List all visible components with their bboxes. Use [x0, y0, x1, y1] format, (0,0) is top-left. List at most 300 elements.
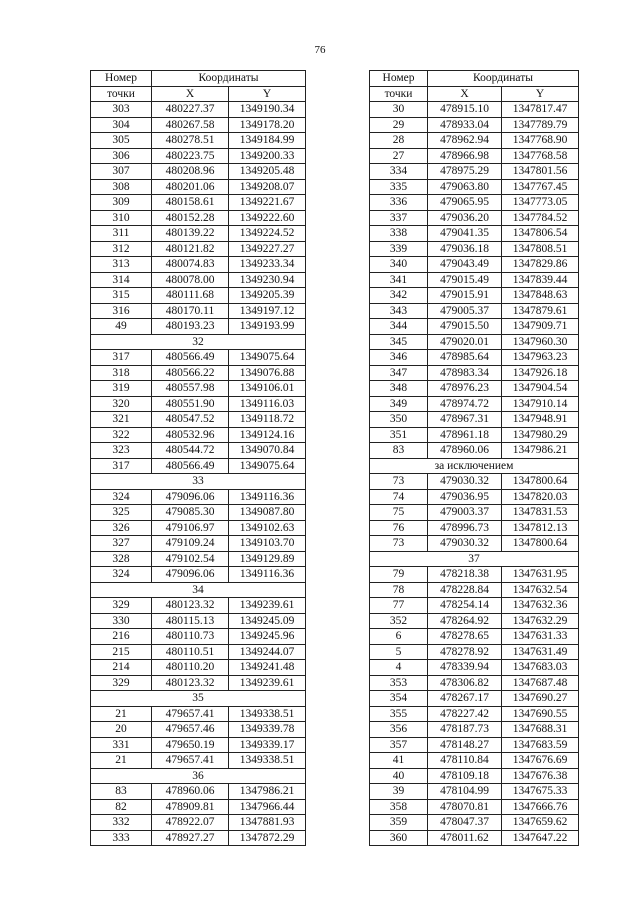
coord-y: 1347839.44 [502, 272, 579, 288]
point-number: 330 [91, 613, 152, 629]
coord-x: 479015.50 [428, 319, 502, 335]
point-number: 312 [91, 241, 152, 257]
table-row [91, 133, 306, 149]
table-row [91, 489, 306, 505]
coord-y: 1347948.91 [502, 412, 579, 428]
coord-y: 1349339.17 [229, 737, 306, 753]
point-number: 77 [370, 598, 428, 614]
point-number: 74 [370, 489, 428, 505]
coord-x: 480557.98 [152, 381, 229, 397]
coord-x: 478961.18 [428, 427, 502, 443]
coord-x: 479065.95 [428, 195, 502, 211]
table-row [370, 443, 579, 459]
point-number: 40 [370, 768, 428, 784]
coord-y: 1347966.44 [229, 799, 306, 815]
coord-x: 478011.62 [428, 830, 502, 846]
point-number: 214 [91, 660, 152, 676]
point-number: 332 [91, 815, 152, 831]
point-number: 83 [370, 443, 428, 459]
point-number: 349 [370, 396, 428, 412]
coord-x: 479109.24 [152, 536, 229, 552]
table-row [370, 195, 579, 211]
coord-x: 479036.18 [428, 241, 502, 257]
coord-x: 478915.10 [428, 102, 502, 118]
coordinates-table-right [369, 70, 579, 846]
coord-y: 1347808.51 [502, 241, 579, 257]
table-row [370, 706, 579, 722]
coord-x: 479003.37 [428, 505, 502, 521]
table-row [370, 753, 579, 769]
table-row [370, 691, 579, 707]
table-body-left [91, 102, 306, 846]
point-number: 358 [370, 799, 428, 815]
coord-y: 1347676.69 [502, 753, 579, 769]
coord-x: 479036.20 [428, 210, 502, 226]
point-number: 314 [91, 272, 152, 288]
coord-y: 1349070.84 [229, 443, 306, 459]
point-number: 335 [370, 179, 428, 195]
coord-x: 478960.06 [428, 443, 502, 459]
point-number: 336 [370, 195, 428, 211]
header-y: Y [229, 86, 306, 102]
table-row [370, 412, 579, 428]
point-number: 29 [370, 117, 428, 133]
point-number: 41 [370, 753, 428, 769]
point-number: 360 [370, 830, 428, 846]
point-number: 305 [91, 133, 152, 149]
point-number: 326 [91, 520, 152, 536]
coord-y: 1347801.56 [502, 164, 579, 180]
coord-x: 478228.84 [428, 582, 502, 598]
coord-x: 480111.68 [152, 288, 229, 304]
coord-x: 479657.46 [152, 722, 229, 738]
coord-y: 1347767.45 [502, 179, 579, 195]
table-row [370, 303, 579, 319]
table-row [91, 613, 306, 629]
point-number: 215 [91, 644, 152, 660]
point-number: 79 [370, 567, 428, 583]
point-number: 340 [370, 257, 428, 273]
coord-x: 480208.96 [152, 164, 229, 180]
coord-x: 480193.23 [152, 319, 229, 335]
coord-y: 1347963.23 [502, 350, 579, 366]
coord-y: 1349129.89 [229, 551, 306, 567]
coord-y: 1347909.71 [502, 319, 579, 335]
coord-y: 1347687.48 [502, 675, 579, 691]
coord-y: 1347690.27 [502, 691, 579, 707]
point-number: 5 [370, 644, 428, 660]
coord-x: 479096.06 [152, 567, 229, 583]
table-row [370, 179, 579, 195]
table-row [91, 179, 306, 195]
coord-x: 480566.49 [152, 350, 229, 366]
coord-x: 479085.30 [152, 505, 229, 521]
coord-x: 480223.75 [152, 148, 229, 164]
coord-x: 480547.52 [152, 412, 229, 428]
table-row [370, 815, 579, 831]
coord-y: 1349116.36 [229, 489, 306, 505]
coord-y: 1347768.58 [502, 148, 579, 164]
table-row [91, 257, 306, 273]
coord-y: 1349208.07 [229, 179, 306, 195]
coord-y: 1349178.20 [229, 117, 306, 133]
coord-x: 480110.20 [152, 660, 229, 676]
coord-x: 480110.73 [152, 629, 229, 645]
section-label: 33 [91, 474, 306, 490]
coord-y: 1347632.29 [502, 613, 579, 629]
table-row [91, 675, 306, 691]
table-row [370, 613, 579, 629]
coord-y: 1349124.16 [229, 427, 306, 443]
coord-y: 1349205.39 [229, 288, 306, 304]
table-row [370, 210, 579, 226]
coord-y: 1347848.63 [502, 288, 579, 304]
table-row [370, 102, 579, 118]
coord-y: 1349338.51 [229, 753, 306, 769]
table-row [370, 350, 579, 366]
point-number: 316 [91, 303, 152, 319]
coord-y: 1347904.54 [502, 381, 579, 397]
coord-x: 480110.51 [152, 644, 229, 660]
table-row [91, 536, 306, 552]
table-row [370, 257, 579, 273]
coord-x: 478267.17 [428, 691, 502, 707]
table-row [91, 272, 306, 288]
point-number: 306 [91, 148, 152, 164]
coord-x: 478278.92 [428, 644, 502, 660]
coord-y: 1349221.67 [229, 195, 306, 211]
table-row [91, 629, 306, 645]
coord-y: 1349087.80 [229, 505, 306, 521]
coord-y: 1349239.61 [229, 598, 306, 614]
coord-y: 1349339.78 [229, 722, 306, 738]
coord-x: 478187.73 [428, 722, 502, 738]
table-row [91, 381, 306, 397]
coord-x: 478227.42 [428, 706, 502, 722]
coord-y: 1347690.55 [502, 706, 579, 722]
coord-y: 1347632.36 [502, 598, 579, 614]
section-label: 35 [91, 691, 306, 707]
table-row [370, 427, 579, 443]
coord-x: 480566.22 [152, 365, 229, 381]
table-row [370, 722, 579, 738]
point-number: 27 [370, 148, 428, 164]
coord-y: 1347647.22 [502, 830, 579, 846]
point-number: 324 [91, 567, 152, 583]
table-row [91, 815, 306, 831]
coord-x: 478975.29 [428, 164, 502, 180]
coord-y: 1347800.64 [502, 474, 579, 490]
coord-y: 1347980.29 [502, 427, 579, 443]
coord-x: 479063.80 [428, 179, 502, 195]
coord-y: 1349200.33 [229, 148, 306, 164]
coord-y: 1349116.03 [229, 396, 306, 412]
point-number: 76 [370, 520, 428, 536]
coord-x: 479030.32 [428, 536, 502, 552]
point-number: 343 [370, 303, 428, 319]
table-row [91, 753, 306, 769]
table-row [370, 474, 579, 490]
coord-x: 480121.82 [152, 241, 229, 257]
point-number: 30 [370, 102, 428, 118]
point-number: 353 [370, 675, 428, 691]
table-row [370, 675, 579, 691]
section-row [91, 768, 306, 784]
coord-x: 480158.61 [152, 195, 229, 211]
table-row [91, 396, 306, 412]
coord-y: 1347688.31 [502, 722, 579, 738]
coord-x: 478996.73 [428, 520, 502, 536]
coord-y: 1347631.33 [502, 629, 579, 645]
point-number: 317 [91, 350, 152, 366]
point-number: 21 [91, 753, 152, 769]
point-number: 216 [91, 629, 152, 645]
table-row [91, 722, 306, 738]
table-row [91, 551, 306, 567]
point-number: 339 [370, 241, 428, 257]
coord-x: 478962.94 [428, 133, 502, 149]
table-row [91, 737, 306, 753]
coord-y: 1349103.70 [229, 536, 306, 552]
coord-y: 1349245.96 [229, 629, 306, 645]
point-number: 344 [370, 319, 428, 335]
coord-x: 479102.54 [152, 551, 229, 567]
point-number: 82 [91, 799, 152, 815]
coord-y: 1347800.64 [502, 536, 579, 552]
table-row [370, 334, 579, 350]
point-number: 334 [370, 164, 428, 180]
table-row [370, 768, 579, 784]
point-number: 322 [91, 427, 152, 443]
table-row [370, 117, 579, 133]
coord-y: 1347784.52 [502, 210, 579, 226]
section-row [91, 334, 306, 350]
coord-y: 1347812.13 [502, 520, 579, 536]
coord-y: 1347872.29 [229, 830, 306, 846]
coord-x: 478047.37 [428, 815, 502, 831]
coord-x: 478264.92 [428, 613, 502, 629]
table-row [91, 567, 306, 583]
coord-y: 1347829.86 [502, 257, 579, 273]
point-number: 333 [91, 830, 152, 846]
coord-y: 1349184.99 [229, 133, 306, 149]
coord-y: 1349076.88 [229, 365, 306, 381]
section-label: 34 [91, 582, 306, 598]
header-x: X [428, 86, 502, 102]
coord-x: 480566.49 [152, 458, 229, 474]
table-row [91, 660, 306, 676]
coord-y: 1349222.60 [229, 210, 306, 226]
table-row [370, 319, 579, 335]
coord-x: 478974.72 [428, 396, 502, 412]
table-row [370, 598, 579, 614]
coord-x: 478110.84 [428, 753, 502, 769]
point-number: 348 [370, 381, 428, 397]
coord-x: 479005.37 [428, 303, 502, 319]
coord-x: 479650.19 [152, 737, 229, 753]
table-row [91, 241, 306, 257]
point-number: 338 [370, 226, 428, 242]
point-number: 354 [370, 691, 428, 707]
table-row [91, 799, 306, 815]
coord-x: 479030.32 [428, 474, 502, 490]
coord-x: 479015.91 [428, 288, 502, 304]
coord-y: 1347960.30 [502, 334, 579, 350]
table-body-right [370, 102, 579, 846]
section-label: 37 [370, 551, 579, 567]
table-row [91, 644, 306, 660]
coord-y: 1349075.64 [229, 350, 306, 366]
coord-y: 1349193.99 [229, 319, 306, 335]
section-label: за исключением [370, 458, 579, 474]
point-number: 20 [91, 722, 152, 738]
point-number: 324 [91, 489, 152, 505]
coord-y: 1347986.21 [502, 443, 579, 459]
table-row [370, 520, 579, 536]
point-number: 308 [91, 179, 152, 195]
coord-x: 480139.22 [152, 226, 229, 242]
point-number: 73 [370, 474, 428, 490]
coord-y: 1347831.53 [502, 505, 579, 521]
coord-y: 1349245.09 [229, 613, 306, 629]
header-coordinates: Координаты [152, 71, 306, 87]
table-row [91, 784, 306, 800]
point-number: 329 [91, 675, 152, 691]
coord-x: 478933.04 [428, 117, 502, 133]
table-row [370, 148, 579, 164]
coord-x: 478109.18 [428, 768, 502, 784]
coord-y: 1349227.27 [229, 241, 306, 257]
coord-y: 1349230.94 [229, 272, 306, 288]
table-row [370, 660, 579, 676]
point-number: 304 [91, 117, 152, 133]
point-number: 350 [370, 412, 428, 428]
coord-y: 1347659.62 [502, 815, 579, 831]
coord-y: 1347683.03 [502, 660, 579, 676]
table-row [370, 567, 579, 583]
coord-y: 1349205.48 [229, 164, 306, 180]
table-row [370, 226, 579, 242]
coord-y: 1347817.47 [502, 102, 579, 118]
coord-y: 1349224.52 [229, 226, 306, 242]
point-number: 307 [91, 164, 152, 180]
table-row [370, 737, 579, 753]
coord-y: 1347632.54 [502, 582, 579, 598]
table-row [91, 226, 306, 242]
coord-x: 480123.32 [152, 675, 229, 691]
table-row [91, 520, 306, 536]
coord-x: 480532.96 [152, 427, 229, 443]
coord-x: 478922.07 [152, 815, 229, 831]
point-number: 337 [370, 210, 428, 226]
header-point: точки [370, 86, 428, 102]
coord-x: 479043.49 [428, 257, 502, 273]
point-number: 28 [370, 133, 428, 149]
coord-y: 1349241.48 [229, 660, 306, 676]
coord-x: 478306.82 [428, 675, 502, 691]
table-row [370, 784, 579, 800]
point-number: 329 [91, 598, 152, 614]
table-row [370, 582, 579, 598]
table-row [91, 706, 306, 722]
table-row [91, 117, 306, 133]
table-row [370, 133, 579, 149]
coord-x: 478966.98 [428, 148, 502, 164]
coord-x: 478278.65 [428, 629, 502, 645]
coord-x: 479096.06 [152, 489, 229, 505]
table-row [91, 830, 306, 846]
coord-x: 478148.27 [428, 737, 502, 753]
table-row [91, 319, 306, 335]
table-row [91, 303, 306, 319]
coord-x: 480551.90 [152, 396, 229, 412]
coord-y: 1349106.01 [229, 381, 306, 397]
section-row [370, 458, 579, 474]
coord-y: 1349116.36 [229, 567, 306, 583]
table-row [91, 598, 306, 614]
coord-x: 478927.27 [152, 830, 229, 846]
point-number: 359 [370, 815, 428, 831]
point-number: 75 [370, 505, 428, 521]
coord-x: 478070.81 [428, 799, 502, 815]
table-row [91, 427, 306, 443]
coord-x: 478983.34 [428, 365, 502, 381]
table-row [91, 288, 306, 304]
table-row [370, 830, 579, 846]
coord-y: 1349075.64 [229, 458, 306, 474]
point-number: 318 [91, 365, 152, 381]
section-row [91, 474, 306, 490]
point-number: 4 [370, 660, 428, 676]
coord-x: 479020.01 [428, 334, 502, 350]
table-row [91, 365, 306, 381]
point-number: 317 [91, 458, 152, 474]
section-row [91, 582, 306, 598]
table-row [91, 164, 306, 180]
point-number: 6 [370, 629, 428, 645]
header-y: Y [502, 86, 579, 102]
point-number: 331 [91, 737, 152, 753]
point-number: 341 [370, 272, 428, 288]
coord-y: 1347881.93 [229, 815, 306, 831]
page-number: 76 [314, 44, 326, 56]
coord-y: 1347879.61 [502, 303, 579, 319]
point-number: 351 [370, 427, 428, 443]
point-number: 342 [370, 288, 428, 304]
coord-y: 1347683.59 [502, 737, 579, 753]
coord-y: 1349118.72 [229, 412, 306, 428]
point-number: 313 [91, 257, 152, 273]
point-number: 315 [91, 288, 152, 304]
point-number: 346 [370, 350, 428, 366]
table-row [370, 381, 579, 397]
coord-x: 478960.06 [152, 784, 229, 800]
coord-y: 1347806.54 [502, 226, 579, 242]
coord-y: 1349197.12 [229, 303, 306, 319]
table-row [91, 350, 306, 366]
point-number: 325 [91, 505, 152, 521]
coord-y: 1347986.21 [229, 784, 306, 800]
coord-x: 478218.38 [428, 567, 502, 583]
coord-y: 1349244.07 [229, 644, 306, 660]
table-row [370, 644, 579, 660]
section-label: 32 [91, 334, 306, 350]
table-row [370, 536, 579, 552]
coordinates-table-left [90, 70, 306, 846]
point-number: 73 [370, 536, 428, 552]
header-number: Номер [370, 71, 428, 87]
coord-y: 1347675.33 [502, 784, 579, 800]
